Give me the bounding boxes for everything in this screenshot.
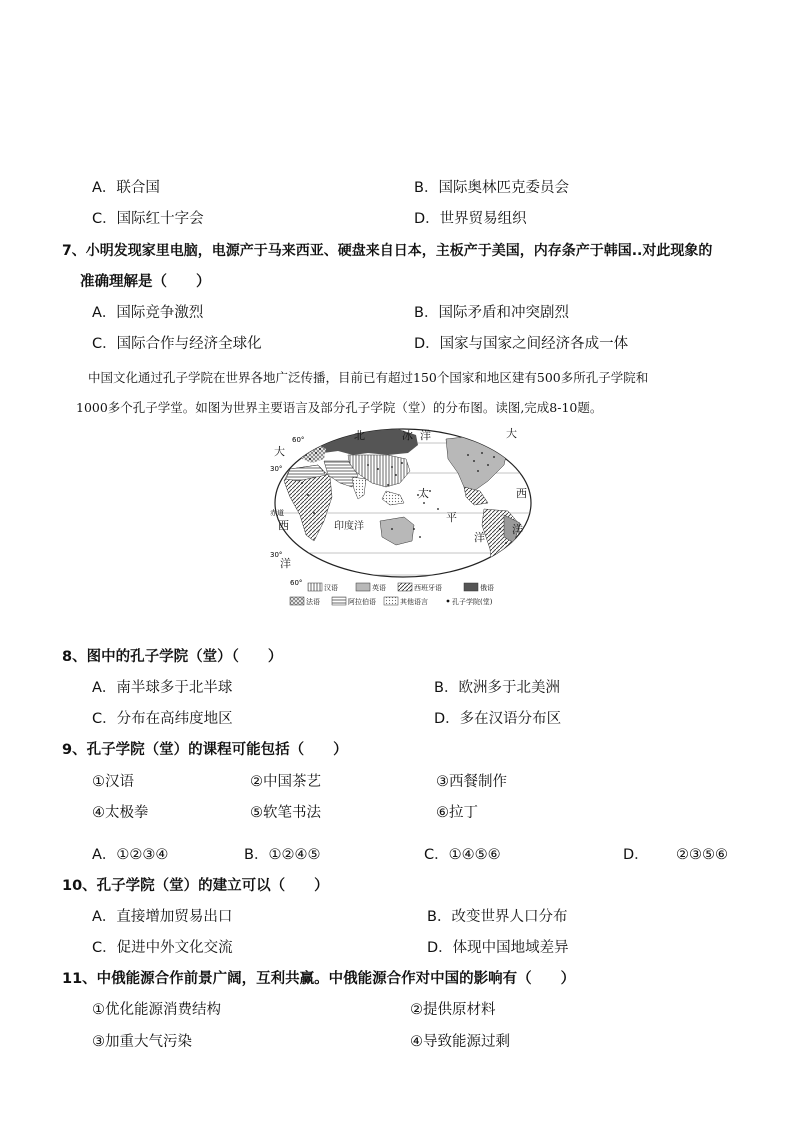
legend-arabic: 阿拉伯语: [348, 598, 376, 606]
ocean-label-yang1: 洋: [420, 429, 431, 442]
ocean-label-xi-w: 西: [278, 519, 289, 532]
q6-option-d: D．世界贸易组织: [414, 211, 527, 227]
lat-label-30n: 30°: [270, 465, 283, 473]
q10-option-d: D．体现中国地域差异: [427, 940, 569, 956]
map-legend: [290, 583, 494, 606]
q10-stem: 10、孔子学院（堂）的建立可以（ ）: [62, 878, 329, 894]
q6-option-b: B．国际奥林匹克委员会: [414, 180, 569, 196]
q7-stem-line1: 7、小明发现家里电脑，电源产于马来西亚、硬盘来自日本，主板产于美国，内存条产于韩国..对此现象的: [62, 243, 713, 259]
q9-option-c: C．①④⑤⑥: [424, 847, 501, 863]
legend-english: 英语: [372, 584, 386, 592]
q11-stem: 11、中俄能源合作前景广阔，互利共赢。中俄能源合作对中国的影响有（ ）: [62, 971, 576, 987]
ocean-label-da-w: 大: [274, 445, 285, 458]
passage-line1: 中国文化通过孔子学院在世界各地广泛传播，目前已有超过150个国家和地区建有500多所孔子学院和: [88, 370, 649, 385]
q9-stem: 9、孔子学院（堂）的课程可能包括（ ）: [62, 742, 348, 758]
legend-russian: 俄语: [480, 584, 494, 592]
ocean-label-yang-w: 洋: [280, 557, 291, 570]
q9-item-1: ①汉语: [92, 774, 134, 790]
legend-french: 法语: [306, 598, 320, 606]
q8-option-c: C．分布在高纬度地区: [92, 711, 233, 727]
lat-label-30s: 30°: [270, 551, 283, 559]
q8-stem: 8、图中的孔子学院（堂）（ ）: [62, 649, 283, 665]
q8-option-a: A．南半球多于北半球: [92, 680, 233, 696]
q9-option-d-value: ②③⑤⑥: [676, 847, 728, 863]
q7-option-b: B．国际矛盾和冲突剧烈: [414, 305, 569, 321]
lat-label-60s: 60°: [290, 579, 303, 587]
q11-item-2: ②提供原材料: [410, 1002, 496, 1018]
q9-option-b: B．①②④⑤: [244, 847, 321, 863]
ocean-label-yang-n: 洋: [512, 523, 523, 536]
ocean-label-indian: 印度洋: [334, 521, 364, 532]
q9-option-a: A．①②③④: [92, 847, 169, 863]
ocean-label-yang-p: 洋: [474, 531, 485, 544]
q7-option-d: D．国家与国家之间经济各成一体: [414, 336, 629, 352]
ocean-label-da-n: 大: [506, 427, 517, 440]
q11-item-1: ①优化能源消费结构: [92, 1002, 221, 1018]
q6-option-a: A．联合国: [92, 180, 160, 196]
legend-spanish: 西班牙语: [414, 584, 442, 592]
q9-item-4: ④太极拳: [92, 805, 149, 821]
ocean-label-bing: 冰: [402, 429, 413, 442]
q7-stem-line2: 准确理解是（ ）: [80, 274, 211, 290]
q9-option-d-letter: D．: [623, 847, 649, 863]
world-language-map: [268, 425, 538, 617]
ocean-label-bei: 北: [354, 429, 365, 442]
passage-line2: 1000多个孔子学堂。如图为世界主要语言及部分孔子学院（堂）的分布图。读图,完成8-10题。: [76, 400, 603, 415]
legend-chinese: 汉语: [324, 584, 338, 592]
q10-option-c: C．促进中外文化交流: [92, 940, 233, 956]
q8-option-d: D．多在汉语分布区: [434, 711, 562, 727]
lat-label-60n: 60°: [292, 436, 305, 444]
ocean-label-ping: 平: [446, 511, 457, 524]
q10-option-a: A．直接增加贸易出口: [92, 909, 233, 925]
legend-confucius: 孔子学院(堂): [452, 598, 493, 606]
q6-option-c: C．国际红十字会: [92, 211, 204, 227]
lat-label-equator: 赤道: [270, 509, 284, 517]
ocean-label-xi-n: 西: [516, 487, 527, 500]
q7-option-a: A．国际竞争激烈: [92, 305, 204, 321]
q11-item-3: ③加重大气污染: [92, 1034, 192, 1050]
q9-item-5: ⑤软笔书法: [250, 805, 321, 821]
q9-item-6: ⑥拉丁: [436, 805, 478, 821]
q8-option-b: B．欧洲多于北美洲: [434, 680, 560, 696]
q10-option-b: B．改变世界人口分布: [427, 909, 568, 925]
legend-other: 其他语言: [400, 598, 428, 606]
q9-item-2: ②中国茶艺: [250, 774, 321, 790]
q7-option-c: C．国际合作与经济全球化: [92, 336, 262, 352]
q9-item-3: ③西餐制作: [436, 774, 507, 790]
q11-item-4: ④导致能源过剩: [410, 1034, 510, 1050]
ocean-label-tai: 太: [418, 487, 429, 500]
